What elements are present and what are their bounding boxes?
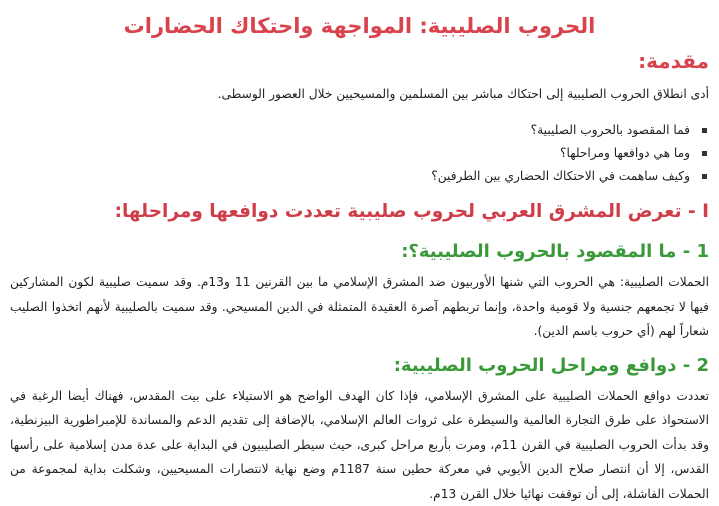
question-text: وكيف ساهمت في الاحتكاك الحضاري بين الطرفين؟ [431,165,690,188]
list-item [10,142,707,165]
subsection-2-heading: 2 - دوافع ومراحل الحروب الصليبية: [10,350,709,382]
list-item [10,165,707,188]
question-text: فما المقصود بالحروب الصليبية؟ [531,119,690,142]
document-title: الحروب الصليبية: المواجهة واحتكاك الحضارات [10,0,709,44]
square-bullet-icon [702,174,707,179]
square-bullet-icon [702,151,707,156]
square-bullet-icon [702,128,707,133]
list-item [10,119,707,142]
subsection-1-heading: 1 - ما المقصود بالحروب الصليبية؟: [10,236,709,268]
definition-paragraph: الحملات الصليبية: هي الحروب التي شنها الأوربيون ضد المشرق الإسلامي ما بين القرنين 11 و13م. وقد سميت صليبية لكون المشاركين فيها لا تجمعهم جنسية ولا قومية واحدة، وإنما تربطهم آصرة العقيدة المتمثلة في الدين المسيحي. وقد سميت بالصليبية لأنهم اتخذوا الصليب شعاراً لهم (أي حروب باسم الدين). [10,270,709,344]
section-1-heading: I - تعرض المشرق العربي لحروب صليبية تعددت دوافعها ومراحلها: [10,196,709,228]
question-text: وما هي دوافعها ومراحلها؟ [560,142,690,165]
motives-paragraph: تعددت دوافع الحملات الصليبية على المشرق الإسلامي، فإذا كان الهدف الواضح هو الاستيلاء على بيت المقدس، فهناك أيضا الرغبة في الاستحواذ على طرق التجارة العالمية والسيطرة على ثروات العالم الإسلامي، بالإضافة إلى تقديم الدعم والمساندة للإمبراطورية البيزنطية، وقد بدأت الحروب الصليبية في القرن 11م، ومرت بأربع مراحل كبرى، حيث سيطر الصليبيون في البداية على عدة مدن إسلامية على رأسها القدس، إلا أن انتصار صلاح الدين الأيوبي في معركة حطين سنة 1187م وضع نهاية لانتصارات المسيحيين، وشكلت بداية لمجموعة من الحملات الفاشلة، إلى أن توقفت نهائيا خلال القرن 13م. [10,384,709,506]
intro-heading: مقدمة: [10,44,709,78]
intro-questions-list [10,119,709,188]
intro-paragraph: أدى انطلاق الحروب الصليبية إلى احتكاك مباشر بين المسلمين والمسيحيين خلال العصور الوسطى. [10,82,709,107]
